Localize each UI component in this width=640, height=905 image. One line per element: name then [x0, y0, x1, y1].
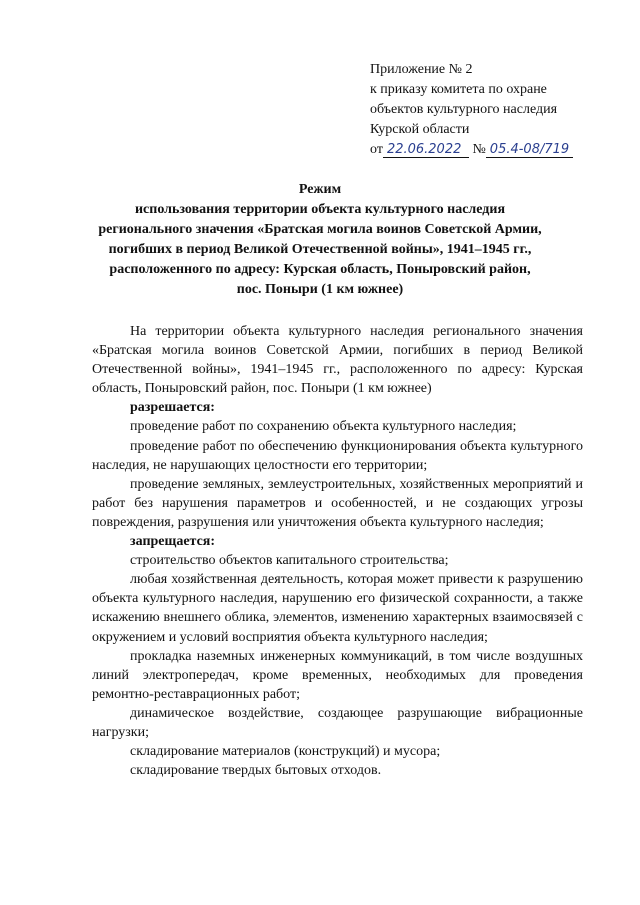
from-label: от — [370, 142, 383, 157]
committee-name: объектов культурного наследия — [370, 102, 558, 117]
allowed-item: проведение работ по обеспечению функционирования объекта культурного наследия, не нарушающих целостности его территории; — [92, 438, 583, 473]
allowed-label: разрешается: — [130, 400, 215, 416]
handwritten-order-number: 05.4-08/719 — [486, 142, 573, 158]
title-heading: Режим — [298, 182, 342, 197]
forbidden-item: прокладка наземных инженерных коммуникаций, в том числе воздушных линий электропередач, кроме временных, необходимых для проведения ремонтно-реставрационных работ; — [92, 648, 583, 702]
forbidden-item: динамическое воздействие, создающее разрушающие вибрационные нагрузки; — [92, 705, 583, 740]
document-body — [92, 322, 583, 780]
allowed-item: проведение земляных, землеустроительных, хозяйственных мероприятий и работ без нарушения параметров и особенностей, и не создающих угрозы повреждения, разрушения или уничтожения объекта культурного наследия; — [92, 476, 583, 530]
title-line: погибших в период Великой Отечественной войны», 1941–1945 гг., — [108, 242, 532, 257]
allowed-item: проведение работ по сохранению объекта культурного наследия; — [130, 419, 517, 435]
title-line: регионального значения «Братская могила воинов Советской Армии, — [98, 222, 542, 237]
forbidden-item: любая хозяйственная деятельность, которая может привести к разрушению объекта культурного наследия, нарушению его физической сохранности, а также искажению внешнего облика, элементов, изменению характерных взаимосвязей с окружением и условий восприятия объекта культурного наследия; — [92, 572, 583, 645]
appendix-header — [370, 60, 573, 160]
title-line: расположенного по адресу: Курская область, Поныровский район, — [109, 262, 531, 277]
order-date-number-line — [370, 140, 573, 160]
title-line: пос. Поныри (1 км южнее) — [236, 282, 404, 297]
document-title — [60, 180, 580, 300]
forbidden-item: складирование материалов (конструкций) и мусора; — [130, 744, 441, 760]
forbidden-item: складирование твердых бытовых отходов. — [130, 763, 382, 779]
number-label: № — [472, 142, 486, 157]
handwritten-date: 22.06.2022 — [383, 142, 469, 158]
title-line: использования территории объекта культурного наследия — [134, 202, 506, 217]
intro-paragraph: На территории объекта культурного наследия регионального значения «Братская могила воинов Советской Армии, погибших в период Великой Отечественной войны», 1941–1945 гг., расположенного по адресу: Курская область, Поныровский район, пос. Поныри (1 км южнее) — [92, 324, 583, 397]
appendix-number: Приложение № 2 — [370, 62, 473, 77]
forbidden-label: запрещается: — [130, 534, 216, 550]
order-reference: к приказу комитета по охране — [370, 82, 547, 97]
forbidden-item: строительство объектов капитального строительства; — [130, 553, 449, 569]
region-name: Курской области — [370, 122, 470, 137]
